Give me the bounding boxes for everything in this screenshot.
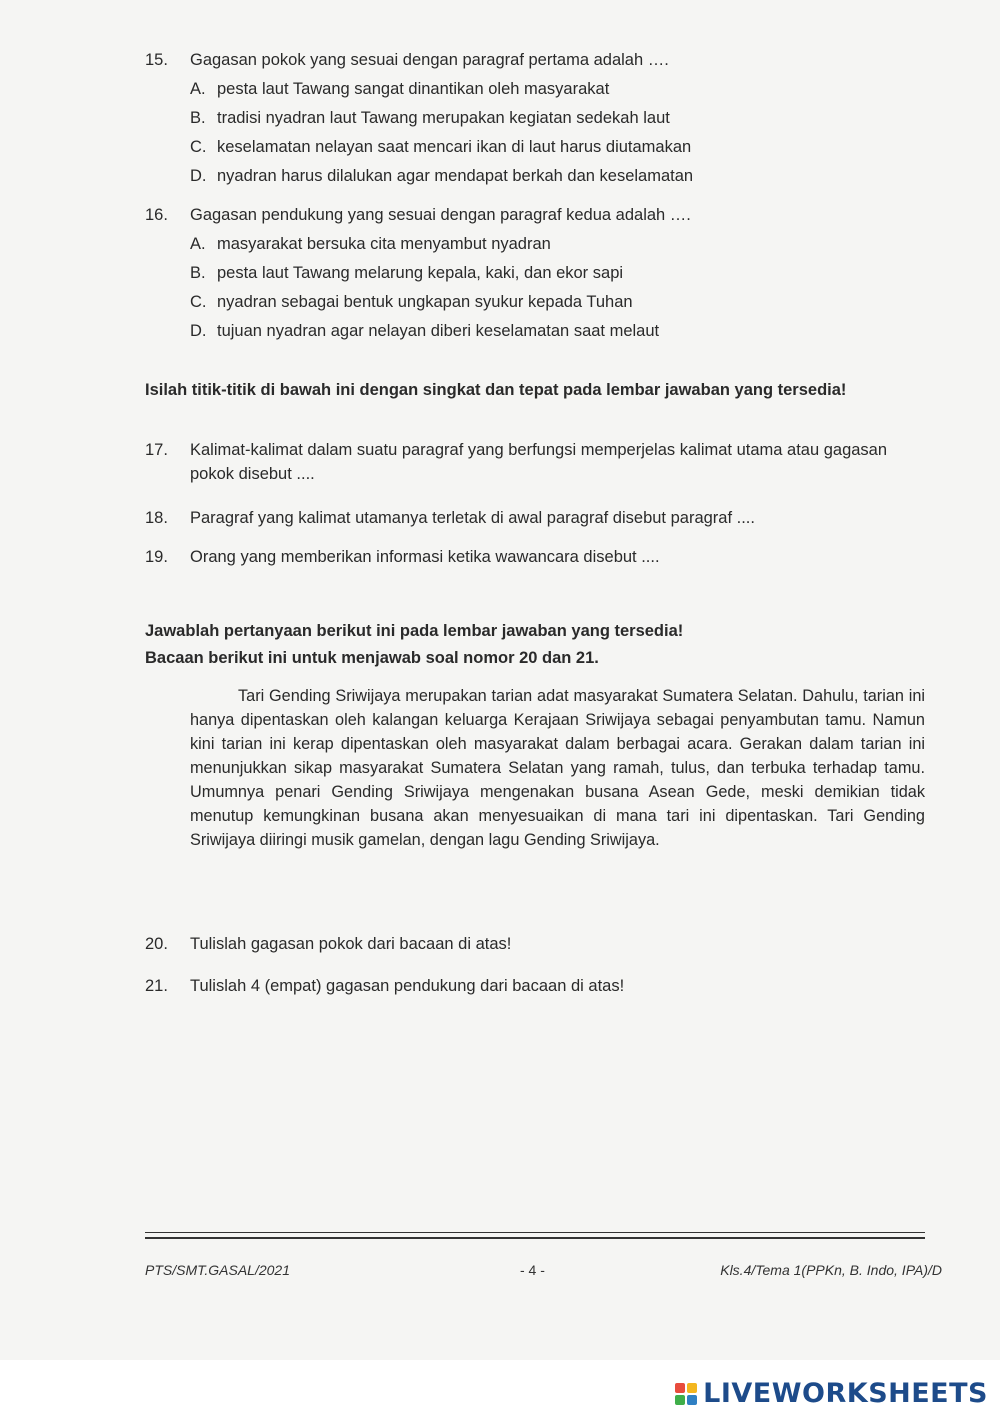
option-b[interactable] [190,259,935,288]
footer-class-info: Kls.4/Tema 1(PPKn, B. Indo, IPA)/D [720,1262,942,1278]
question-17 [145,438,935,486]
footer-rule-thick [145,1237,925,1239]
question-19 [145,543,935,572]
question-text: Tulislah gagasan pokok dari bacaan di atas! [190,935,512,953]
option-letter: C. [190,138,207,156]
option-text: tradisi nyadran laut Tawang merupakan kegiatan sedekah laut [217,109,670,127]
option-letter: B. [190,109,206,127]
footer-page-number: - 4 - [520,1262,545,1278]
instruction-reading: Bacaan berikut ini untuk menjawab soal nomor 20 dan 21. [145,649,599,667]
question-text: Paragraf yang kalimat utamanya terletak di awal paragraf disebut paragraf .... [190,509,755,527]
option-letter: B. [190,264,206,282]
option-letter: A. [190,80,206,98]
question-18 [145,504,935,533]
question-text: Gagasan pokok yang sesuai dengan paragraf pertama adalah …. [190,51,669,69]
question-number: 18. [145,509,168,527]
option-text: pesta laut Tawang sangat dinantikan oleh masyarakat [217,80,610,98]
question-number: 20. [145,935,168,953]
option-text: nyadran harus dilalukan agar mendapat berkah dan keselamatan [217,167,694,185]
footer-rule-thin [145,1232,925,1233]
question-20 [145,930,935,959]
option-b[interactable] [190,104,935,133]
option-letter: C. [190,293,207,311]
question-number: 19. [145,548,168,566]
instruction-essay: Jawablah pertanyaan berikut ini pada lembar jawaban yang tersedia! [145,622,684,640]
liveworksheets-logo-icon [675,1383,697,1405]
option-c[interactable] [190,133,935,162]
option-a[interactable] [190,230,935,259]
instruction-fill-blank: Isilah titik-titik di bawah ini dengan singkat dan tepat pada lembar jawaban yang tersedia! [145,381,847,399]
brand-name: LIVEWORKSHEETS [703,1378,988,1409]
question-text: Kalimat-kalimat dalam suatu paragraf yang berfungsi memperjelas kalimat utama atau gagasan pokok disebut .... [190,441,888,483]
question-number: 15. [145,51,168,69]
option-letter: D. [190,322,207,340]
option-a[interactable] [190,75,935,104]
option-text: nyadran sebagai bentuk ungkapan syukur kepada Tuhan [217,293,633,311]
option-letter: D. [190,167,207,185]
question-number: 16. [145,206,168,224]
question-text: Gagasan pendukung yang sesuai dengan paragraf kedua adalah …. [190,206,691,224]
option-text: masyarakat bersuka cita menyambut nyadran [217,235,551,253]
option-c[interactable] [190,288,935,317]
option-text: tujuan nyadran agar nelayan diberi keselamatan saat melaut [217,322,660,340]
option-text: keselamatan nelayan saat mencari ikan di laut harus diutamakan [217,138,692,156]
question-text: Tulislah 4 (empat) gagasan pendukung dari bacaan di atas! [190,977,625,995]
footer-exam-code: PTS/SMT.GASAL/2021 [145,1262,290,1278]
question-number: 21. [145,977,168,995]
option-text: pesta laut Tawang melarung kepala, kaki, dan ekor sapi [217,264,624,282]
question-number: 17. [145,441,168,459]
question-15 [145,46,935,191]
option-d[interactable] [190,162,935,191]
option-d[interactable] [190,317,935,346]
question-16 [145,201,935,346]
reading-passage: Tari Gending Sriwijaya merupakan tarian adat masyarakat Sumatera Selatan. Dahulu, tarian ini hanya dipentaskan oleh kalangan keluarga Kerajaan Sriwijaya sebagai penyambutan tamu. Namun kini tarian ini kerap dipentaskan oleh masyarakat dalam berbagai acara. Gerakan dalam tarian ini menunjukkan sikap masyarakat Sumatera Selatan yang ramah, tulus, dan terbuka terhadap tamu. Umumnya penari Gending Sriwijaya mengenakan busana Asean Gede, meski demikian tidak menutup kemungkinan busana akan menyesuaikan di mana tari ini dipentaskan. Tari Gending Sriwijaya diiringi musik gamelan, dengan lagu Gending Sriwijaya. [190,687,925,849]
option-letter: A. [190,235,206,253]
question-text: Orang yang memberikan informasi ketika wawancara disebut .... [190,548,660,566]
liveworksheets-brand[interactable] [675,1378,988,1409]
question-21 [145,972,935,1001]
